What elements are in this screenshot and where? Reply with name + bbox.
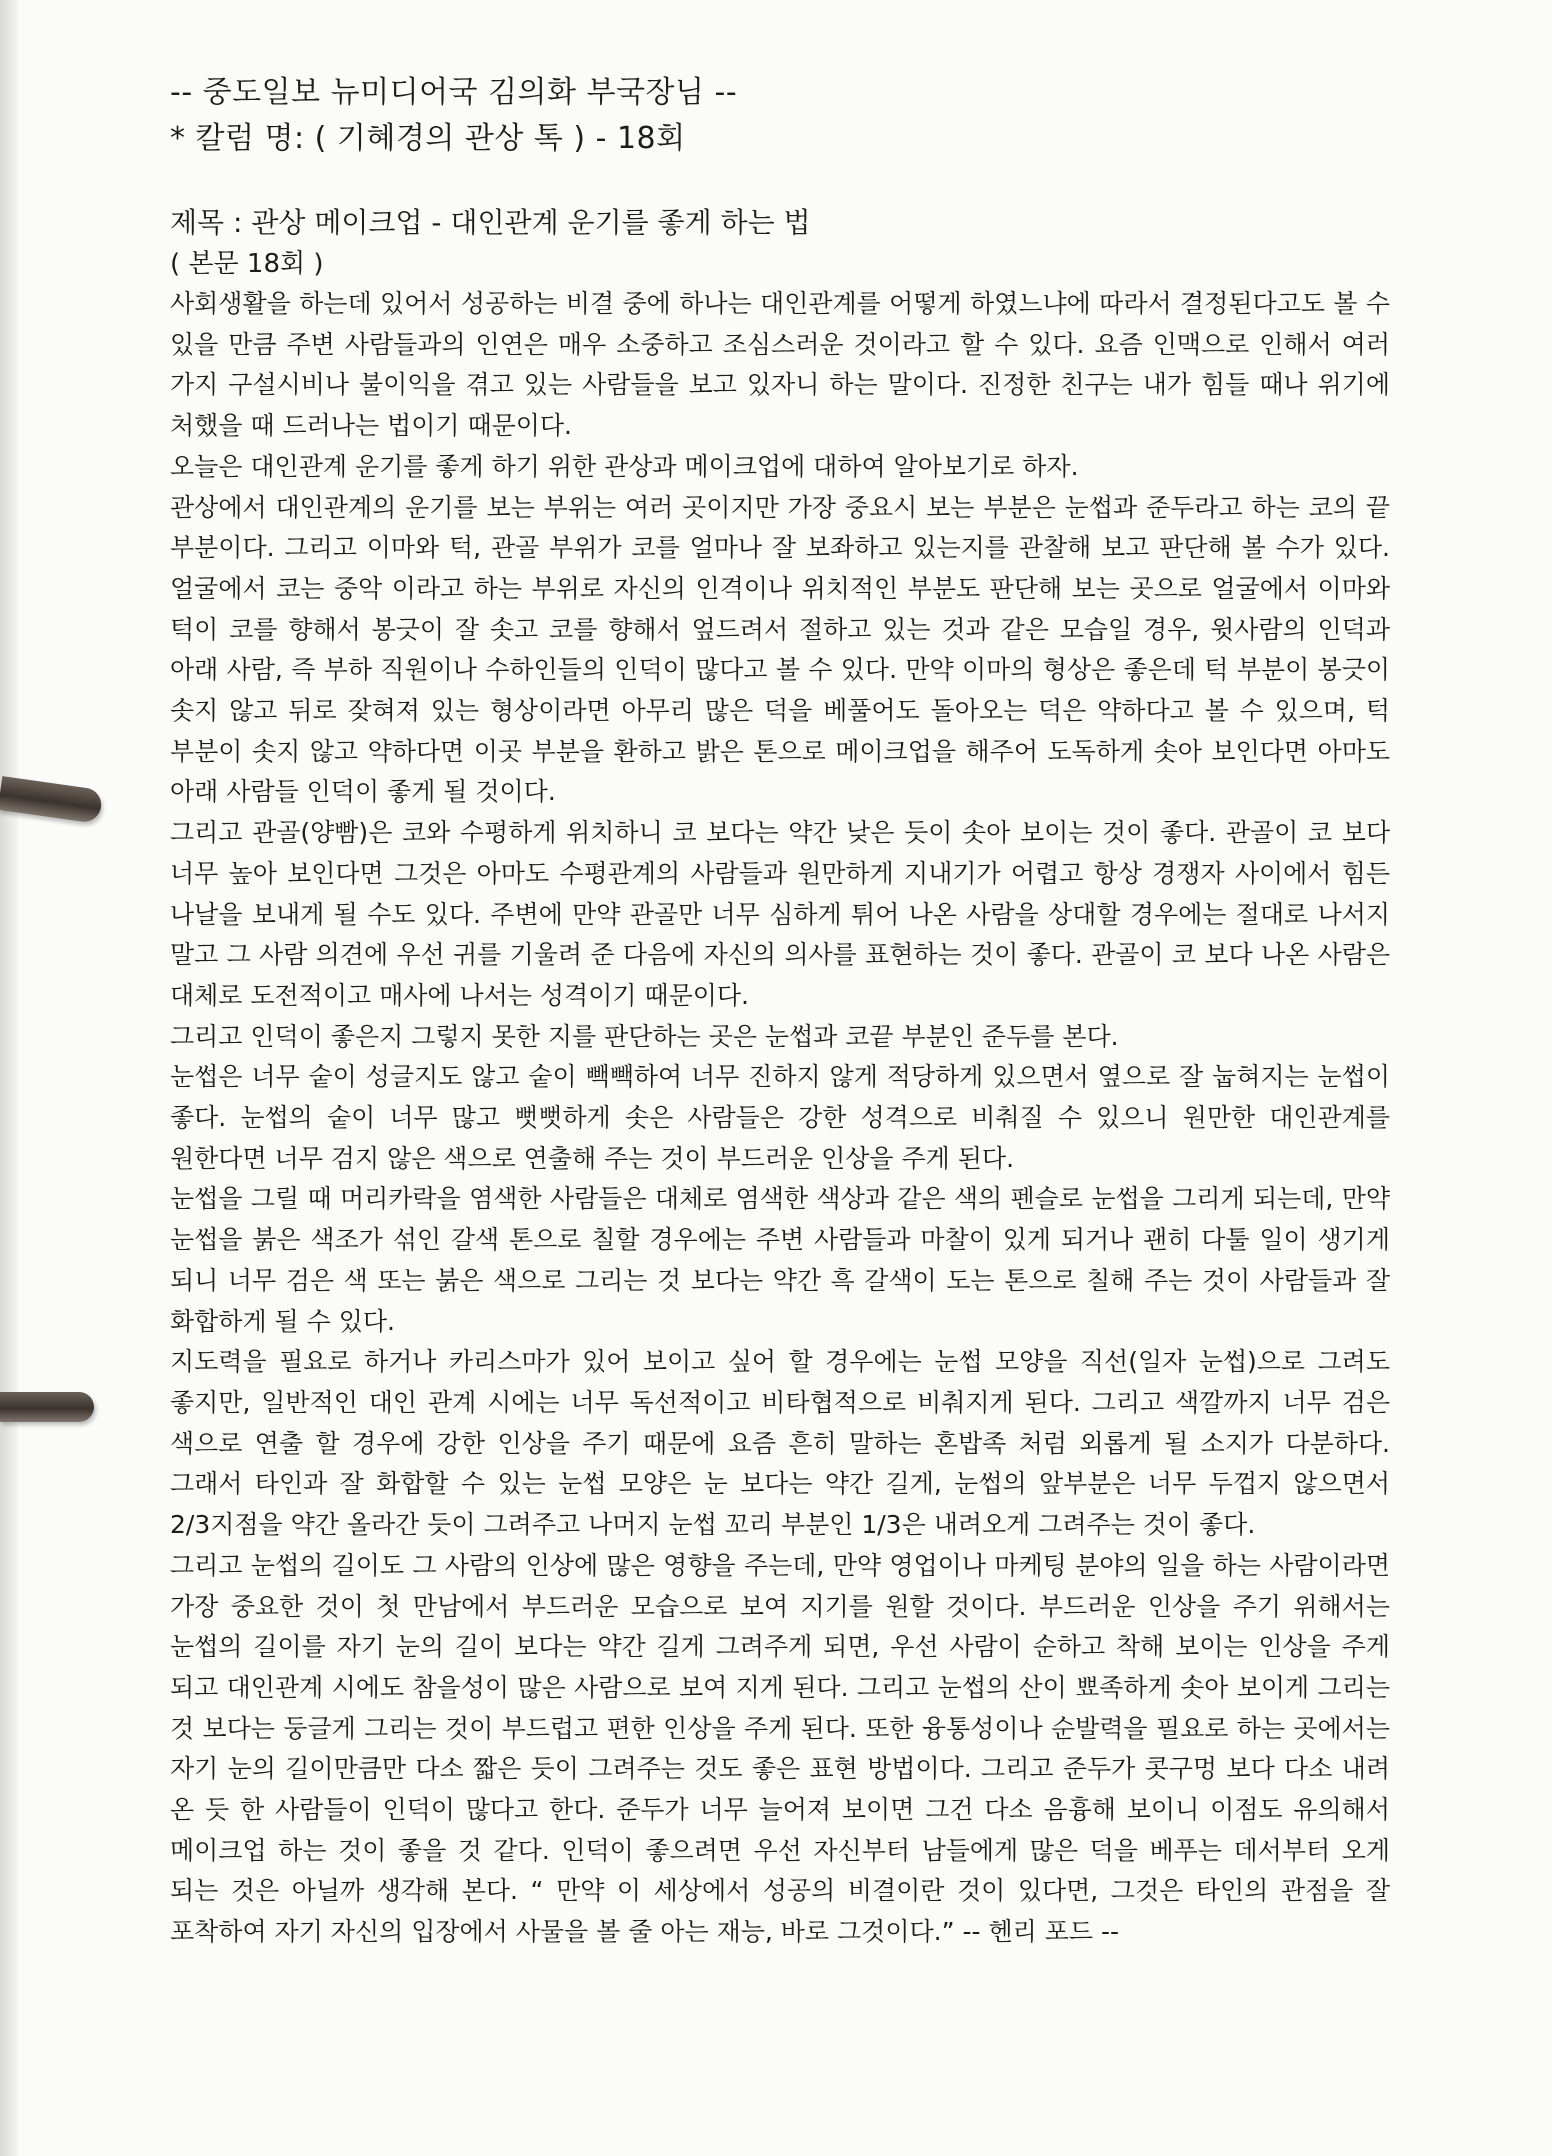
paragraph-8: 지도력을 필요로 하거나 카리스마가 있어 보이고 싶어 할 경우에는 눈썹 모양을 직선(일자 눈썹)으로 그려도 좋지만, 일반적인 대인 관계 시에는 너무 독선적이고 비타협적으로 비춰지게 된다. 그리고 색깔까지 너무 검은 색으로 연출 할 경우에 강한 인상을 주기 때문에 요즘 흔히 말하는 혼밥족 처럼 외롭게 될 소지가 다분하다. 그래서 타인과 잘 화합할 수 있는 눈썹 모양은 눈 보다는 약간 길게, 눈썹의 앞부분은 너무 두껍지 않으면서 2/3지점을 약간 올라간 듯이 그려주고 나머지 눈썹 꼬리 부분인 1/3은 내려오게 그려주는 것이 좋다. <box>170 1347 1390 1540</box>
binder-ring-bottom <box>0 1392 94 1422</box>
paragraph-9: 그리고 눈썹의 길이도 그 사람의 인상에 많은 영향을 주는데, 만약 영업이나 마케팅 분야의 일을 하는 사람이라면 가장 중요한 것이 첫 만남에서 부드러운 모습으로 보여 지기를 원할 것이다. 부드러운 인상을 주기 위해서는 눈썹의 길이를 자기 눈의 길이 보다는 약간 길게 그려주게 되면, 우선 사람이 순하고 착해 보이는 인상을 주게 되고 대인관계 시에도 참을성이 많은 사람으로 보여 지게 된다. 그리고 눈썹의 산이 뾰족하게 솟아 보이게 그리는 것 보다는 둥글게 그리는 것이 부드럽고 편한 인상을 주게 된다. 또한 융통성이나 순발력을 필요로 하는 곳에서는 자기 눈의 길이만큼만 다소 짧은 듯이 그려주는 것도 좋은 표현 방법이다. 그리고 준두가 콧구멍 보다 다소 내려 온 듯 한 사람들이 인덕이 많다고 한다. 준두가 너무 늘어져 보이면 그건 다소 음흉해 보이니 이점도 유의해서 메이크업 하는 것이 좋을 것 같다. 인덕이 좋으려면 우선 자신부터 남들에게 많은 덕을 베푸는 데서부터 오게 되는 것은 아닐까 생각해 본다. “ 만약 이 세상에서 성공의 비결이란 것이 있다면, 그것은 타인의 관점을 잘 포착하여 자기 자신의 입장에서 사물을 볼 줄 아는 재능, 바로 그것이다.” -- 헨리 포드 -- <box>170 1550 1390 1947</box>
author-line: -- 중도일보 뉴미디어국 김의화 부국장님 -- <box>170 75 738 110</box>
paragraph-3: 관상에서 대인관계의 운기를 보는 부위는 여러 곳이지만 가장 중요시 보는 부분은 눈썹과 준두라고 하는 코의 끝 부분이다. 그리고 이마와 턱, 관골 부위가 코를 얼마나 잘 보좌하고 있는지를 관찰해 보고 판단해 볼 수가 있다. 얼굴에서 코는 중악 이라고 하는 부위로 자신의 인격이나 위치적인 부분도 판단해 보는 곳으로 얼굴에서 이마와 턱이 코를 향해서 봉긋이 잘 솟고 코를 향해서 엎드려서 절하고 있는 것과 같은 모습일 경우, 윗사람의 인덕과 아래 사람, 즉 부하 직원이나 수하인들의 인덕이 많다고 볼 수 있다. 만약 이마의 형상은 좋은데 턱 부분이 봉긋이 솟지 않고 뒤로 잦혀져 있는 형상이라면 아무리 많은 덕을 베풀어도 돌아오는 덕은 약하다고 볼 수 있으며, 턱 부분이 솟지 않고 약하다면 이곳 부분을 환하고 밝은 톤으로 메이크업을 해주어 도독하게 솟아 보인다면 아마도 아래 사람들 인덕이 좋게 될 것이다. <box>170 492 1390 807</box>
document-body <box>170 70 1390 1953</box>
paragraph-5: 그리고 인덕이 좋은지 그렇지 못한 지를 판단하는 곳은 눈썹과 코끝 부분인 준두를 본다. <box>170 1021 1119 1051</box>
paragraph-6: 눈썹은 너무 숱이 성글지도 않고 숱이 빽빽하여 너무 진하지 않게 적당하게 있으면서 옆으로 잘 눕혀지는 눈썹이 좋다. 눈썹의 숱이 너무 많고 뻣뻣하게 솟은 사람들은 강한 성격으로 비춰질 수 있으니 원만한 대인관계를 원한다면 너무 검지 않은 색으로 연출해 주는 것이 부드러운 인상을 주게 된다. <box>170 1062 1390 1173</box>
article-subtitle: ( 본문 18회 ) <box>170 249 324 279</box>
column-name-line: * 칼럼 명: ( 기혜경의 관상 톡 ) - 18회 <box>170 121 686 156</box>
paragraph-2: 오늘은 대인관계 운기를 좋게 하기 위한 관상과 메이크업에 대하여 알아보기로 하자. <box>170 451 1079 481</box>
page-left-edge <box>0 0 18 2156</box>
paragraph-1: 사회생활을 하는데 있어서 성공하는 비결 중에 하나는 대인관계를 어떻게 하였느냐에 따라서 결정된다고도 볼 수 있을 만큼 주변 사람들과의 인연은 매우 소중하고 조심스러운 것이라고 할 수 있다. 요즘 인맥으로 인해서 여러 가지 구설시비나 불이익을 겪고 있는 사람들을 보고 있자니 하는 말이다. 진정한 친구는 내가 힘들 때나 위기에 처했을 때 드러나는 법이기 때문이다. <box>170 289 1390 441</box>
paragraph-4: 그리고 관골(양빰)은 코와 수평하게 위치하니 코 보다는 약간 낮은 듯이 솟아 보이는 것이 좋다. 관골이 코 보다 너무 높아 보인다면 그것은 아마도 수평관계의 사람들과 원만하게 지내기가 어렵고 항상 경쟁자 사이에서 힘든 나날을 보내게 될 수도 있다. 주변에 만약 관골만 너무 심하게 튀어 나온 사람을 상대할 경우에는 절대로 나서지 말고 그 사람 의견에 우선 귀를 기울려 준 다음에 자신의 의사를 표현하는 것이 좋다. 관골이 코 보다 나온 사람은 대체로 도전적이고 매사에 나서는 성격이기 때문이다. <box>170 818 1390 1010</box>
article-title: 제목 : 관상 메이크업 - 대인관계 운기를 좋게 하는 법 <box>170 206 811 239</box>
paragraph-7: 눈썹을 그릴 때 머리카락을 염색한 사람들은 대체로 염색한 색상과 같은 색의 펜슬로 눈썹을 그리게 되는데, 만약 눈썹을 붉은 색조가 섞인 갈색 톤으로 칠할 경우에는 주변 사람들과 마찰이 있게 되거나 괜히 다툴 일이 생기게 되니 너무 검은 색 또는 붉은 색으로 그리는 것 보다는 약간 흑 갈색이 도는 톤으로 칠해 주는 것이 사람들과 잘 화합하게 될 수 있다. <box>170 1184 1390 1336</box>
